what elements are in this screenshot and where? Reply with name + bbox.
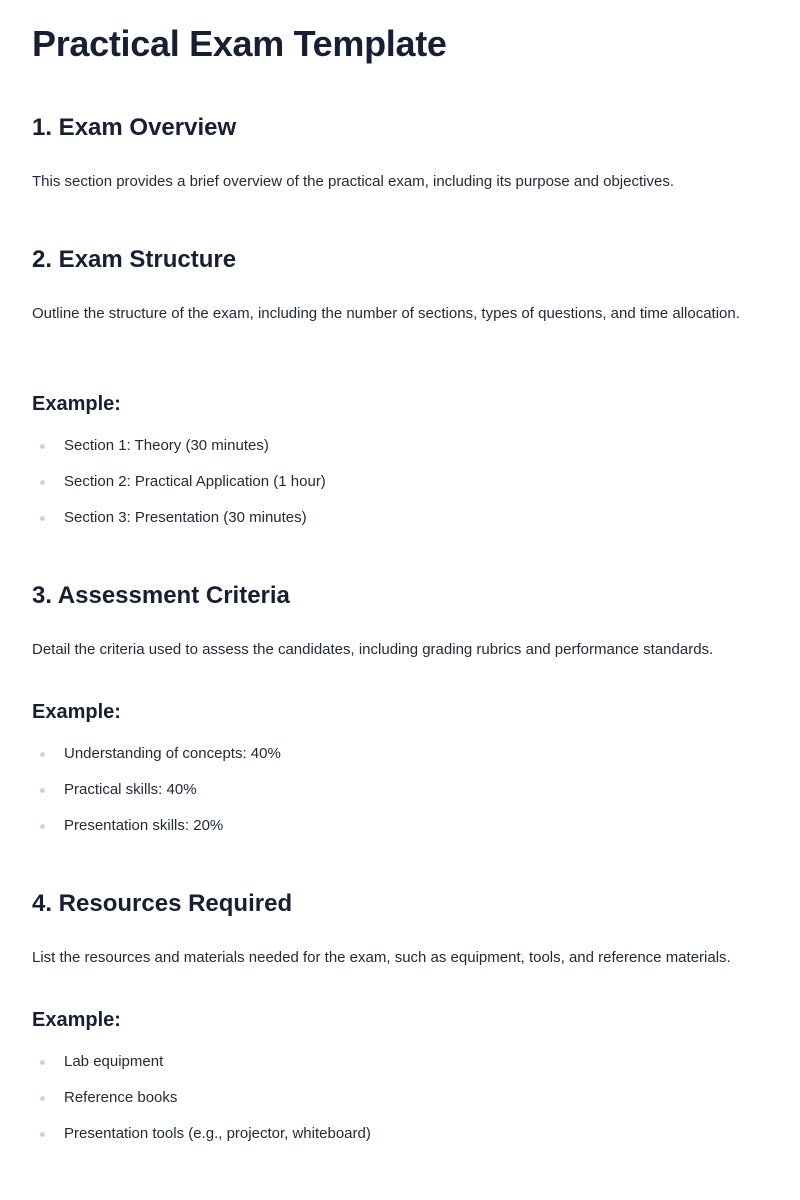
list-item	[32, 778, 281, 814]
bullet-icon	[40, 1132, 45, 1137]
list-item-text: Presentation skills: 20%	[64, 817, 224, 834]
example-list-exam-structure	[32, 434, 326, 542]
bullet-icon	[40, 752, 45, 757]
bullet-icon	[40, 516, 45, 521]
list-item-text: Lab equipment	[64, 1053, 164, 1070]
list-item	[32, 742, 281, 778]
bullet-icon	[40, 444, 45, 449]
bullet-icon	[40, 788, 45, 793]
section-text-exam-structure: Outline the structure of the exam, including the number of sections, types of questions, and time allocation.	[32, 305, 740, 322]
section-heading-assessment-criteria: 3. Assessment Criteria	[32, 582, 290, 609]
section-heading-resources-required: 4. Resources Required	[32, 890, 293, 917]
list-item	[32, 470, 326, 506]
list-item	[32, 1122, 371, 1158]
list-item-text: Presentation tools (e.g., projector, whiteboard)	[64, 1125, 371, 1142]
section-text-assessment-criteria: Detail the criteria used to assess the candidates, including grading rubrics and performance standards.	[32, 641, 714, 658]
list-item-text: Section 3: Presentation (30 minutes)	[64, 509, 307, 526]
example-list-resources-required	[32, 1050, 371, 1158]
list-item-text: Section 1: Theory (30 minutes)	[64, 437, 269, 454]
list-item-text: Section 2: Practical Application (1 hour)	[64, 473, 326, 490]
example-heading-exam-structure: Example:	[32, 393, 121, 415]
list-item-text: Understanding of concepts: 40%	[64, 745, 281, 762]
list-item	[32, 1050, 371, 1086]
list-item	[32, 814, 281, 850]
bullet-icon	[40, 1096, 45, 1101]
bullet-icon	[40, 1060, 45, 1065]
section-heading-exam-structure: 2. Exam Structure	[32, 246, 237, 273]
list-item	[32, 1086, 371, 1122]
section-heading-exam-overview: 1. Exam Overview	[32, 114, 237, 141]
example-list-assessment-criteria	[32, 742, 281, 850]
bullet-icon	[40, 480, 45, 485]
page-title: Practical Exam Template	[32, 23, 447, 64]
section-text-exam-overview: This section provides a brief overview of the practical exam, including its purpose and objectives.	[32, 173, 674, 190]
list-item-text: Reference books	[64, 1089, 178, 1106]
list-item	[32, 434, 326, 470]
list-item	[32, 506, 326, 542]
example-heading-resources-required: Example:	[32, 1009, 121, 1031]
example-heading-assessment-criteria: Example:	[32, 701, 121, 723]
bullet-icon	[40, 824, 45, 829]
list-item-text: Practical skills: 40%	[64, 781, 197, 798]
section-text-resources-required: List the resources and materials needed for the exam, such as equipment, tools, and reference materials.	[32, 949, 731, 966]
